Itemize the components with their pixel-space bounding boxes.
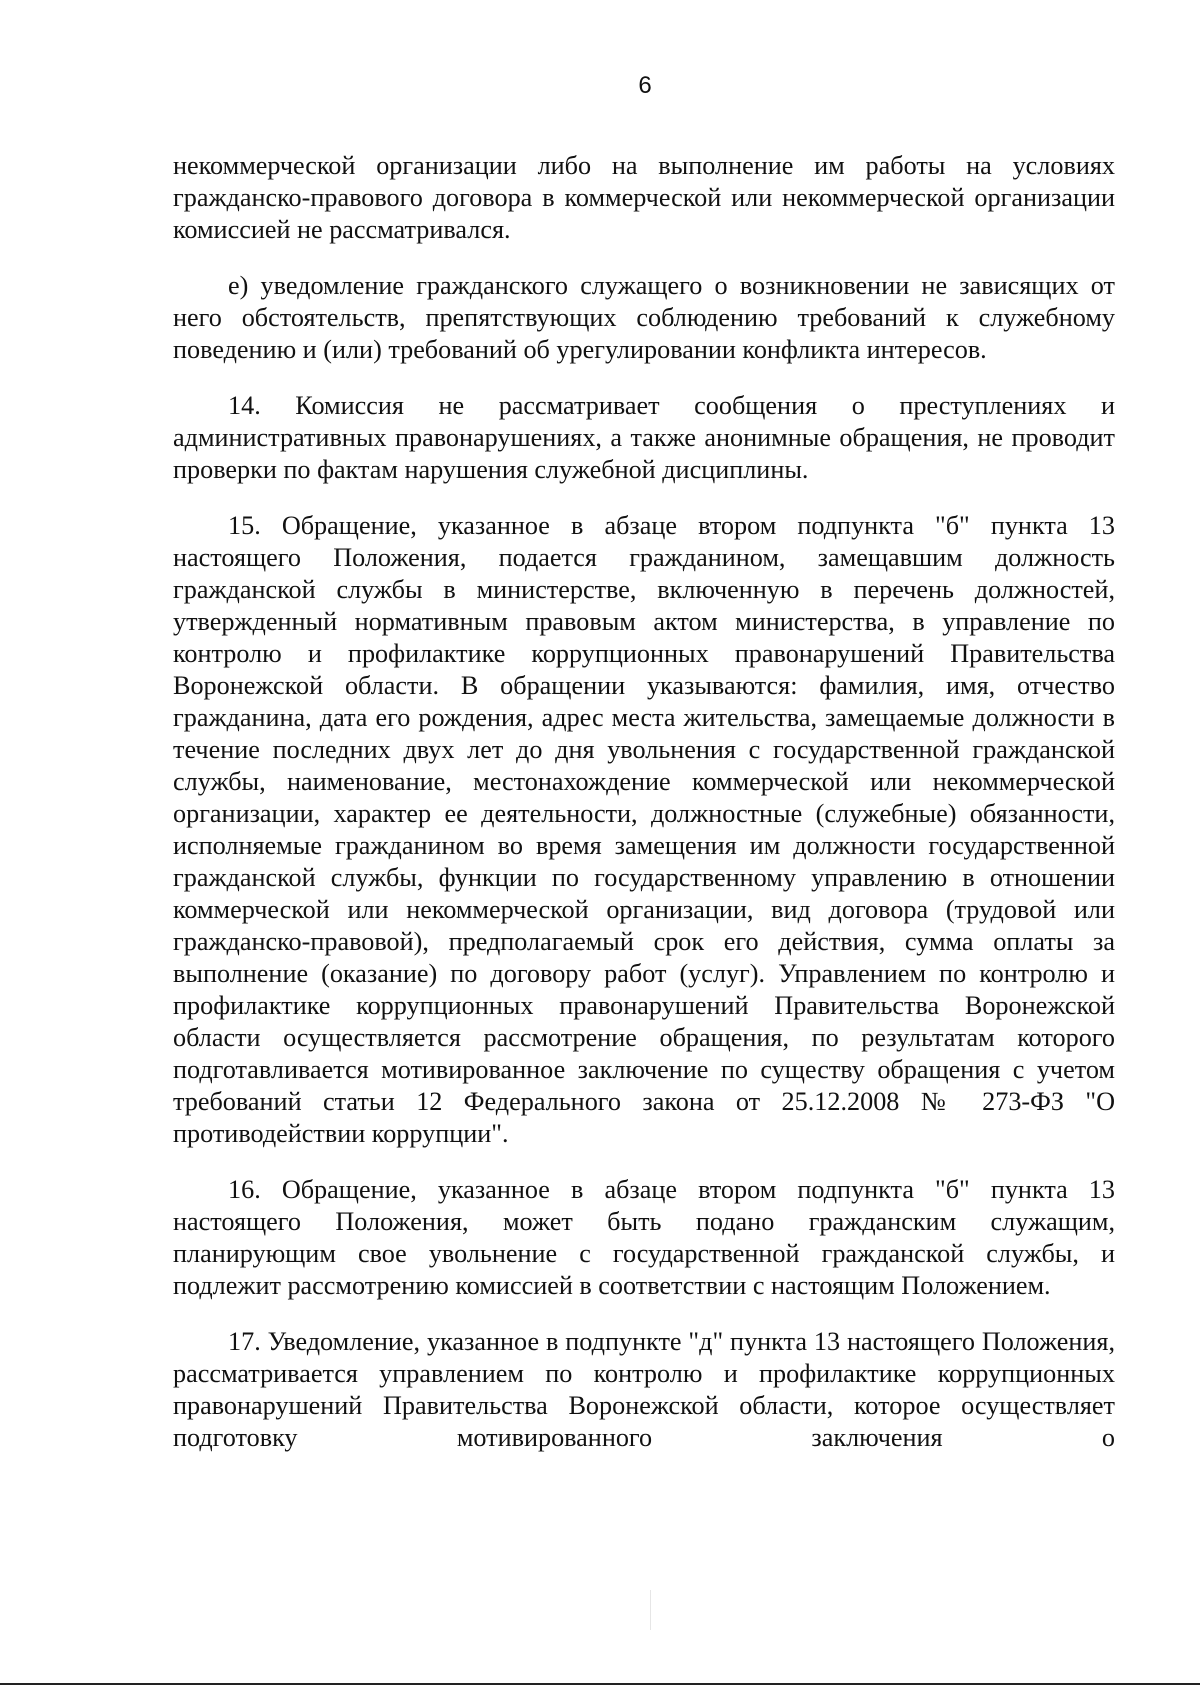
paragraph-subitem-e: е) уведомление гражданского служащего о возникновении не зависящих от него обстоятельств, препятствующих соблюдению требований к служебному поведению и (или) требований об урегулировании конфликта интересов. — [173, 271, 1115, 364]
paragraph-continuation: некоммерческой организации либо на выполнение им работы на условиях гражданско-правового договора в коммерческой или некоммерческой организации комиссией не рассматривался. — [173, 151, 1115, 244]
page-number: 6 — [638, 72, 652, 99]
paragraph-item-15: 15. Обращение, указанное в абзаце втором подпункта "б" пункта 13 настоящего Положения, подается гражданином, замещавшим должность гражданской службы в министерстве, включенную в перечень должностей, утвержденный нормативным правовым актом министерства, в управление по контролю и профилактике коррупционных правонарушений Правительства Воронежской области. В обращении указываются: фамилия, имя, отчество гражданина, дата его рождения, адрес места жительства, замещаемые должности в течение последних двух лет до дня увольнения с государственной гражданской службы, наименование, местонахождение коммерческой или некоммерческой организации, характер ее деятельности, должностные (служебные) обязанности, исполняемые гражданином во время замещения им должности государственной гражданской службы, функции по государственному управлению в отношении коммерческой или некоммерческой организации, вид договора (трудовой или гражданско-правовой), предполагаемый срок его действия, сумма оплаты за выполнение (оказание) по договору работ (услуг). Управлением по контролю и профилактике коррупционных правонарушений Правительства Воронежской области осуществляется рассмотрение обращения, по результатам которого подготавливается мотивированное заключение по существу обращения с учетом требований статьи 12 Федерального закона от 25.12.2008 № 273-ФЗ "О противодействии коррупции". — [173, 511, 1115, 1148]
page-bottom-edge — [0, 1683, 1200, 1685]
document-body — [173, 150, 1115, 1454]
paragraph-item-17: 17. Уведомление, указанное в подпункте "д" пункта 13 настоящего Положения, рассматривается управлением по контролю и профилактике коррупционных правонарушений Правительства Воронежской области, которое осуществляет подготовку мотивированного заключения о — [173, 1327, 1115, 1452]
paragraph-item-14: 14. Комиссия не рассматривает сообщения о преступлениях и административных правонарушениях, а также анонимные обращения, не проводит проверки по фактам нарушения служебной дисциплины. — [173, 391, 1115, 484]
scan-artifact — [650, 1590, 651, 1630]
paragraph-item-16: 16. Обращение, указанное в абзаце втором подпункта "б" пункта 13 настоящего Положения, может быть подано гражданским служащим, планирующим свое увольнение с государственной гражданской службы, и подлежит рассмотрению комиссией в соответствии с настоящим Положением. — [173, 1175, 1115, 1300]
